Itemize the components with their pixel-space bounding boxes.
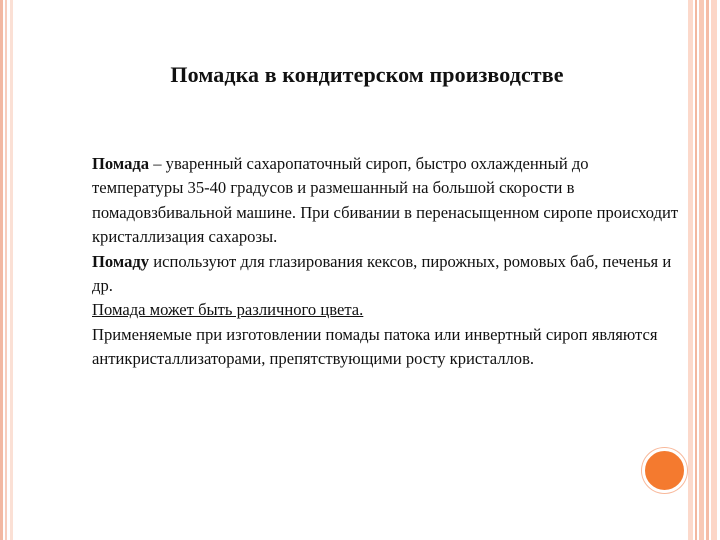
- slide-body: [92, 152, 682, 372]
- paragraph-usage: [92, 250, 682, 299]
- paragraph-color: [92, 298, 682, 322]
- term-pomadu: Помаду: [92, 251, 150, 271]
- paragraph-definition: [92, 152, 682, 250]
- paragraph-anticrystallizers: [92, 323, 682, 372]
- definition-text: – уваренный сахаропаточный сироп, быстро охлажденный до температуры 35-40 градусов и размешанный на большой скорости в помадовзбивальной машине. При сбивании в перенасыщенном сиропе происходит кристаллизация сахарозы.: [92, 154, 679, 247]
- term-pomada: Помада: [92, 154, 150, 173]
- anticrystallizers-text: Применяемые при изготовлении помады патока или инвертный сироп являются антикристаллизаторами, препятствующими росту кристаллов.: [92, 324, 658, 369]
- orange-circle-decoration: [642, 448, 687, 493]
- slide-title: Помадка в кондитерском производстве: [170, 62, 564, 87]
- usage-text: используют для глазирования кексов, пирожных, ромовых баб, печенья и др.: [92, 251, 672, 296]
- color-note-text: Помада может быть различного цвета.: [92, 300, 364, 320]
